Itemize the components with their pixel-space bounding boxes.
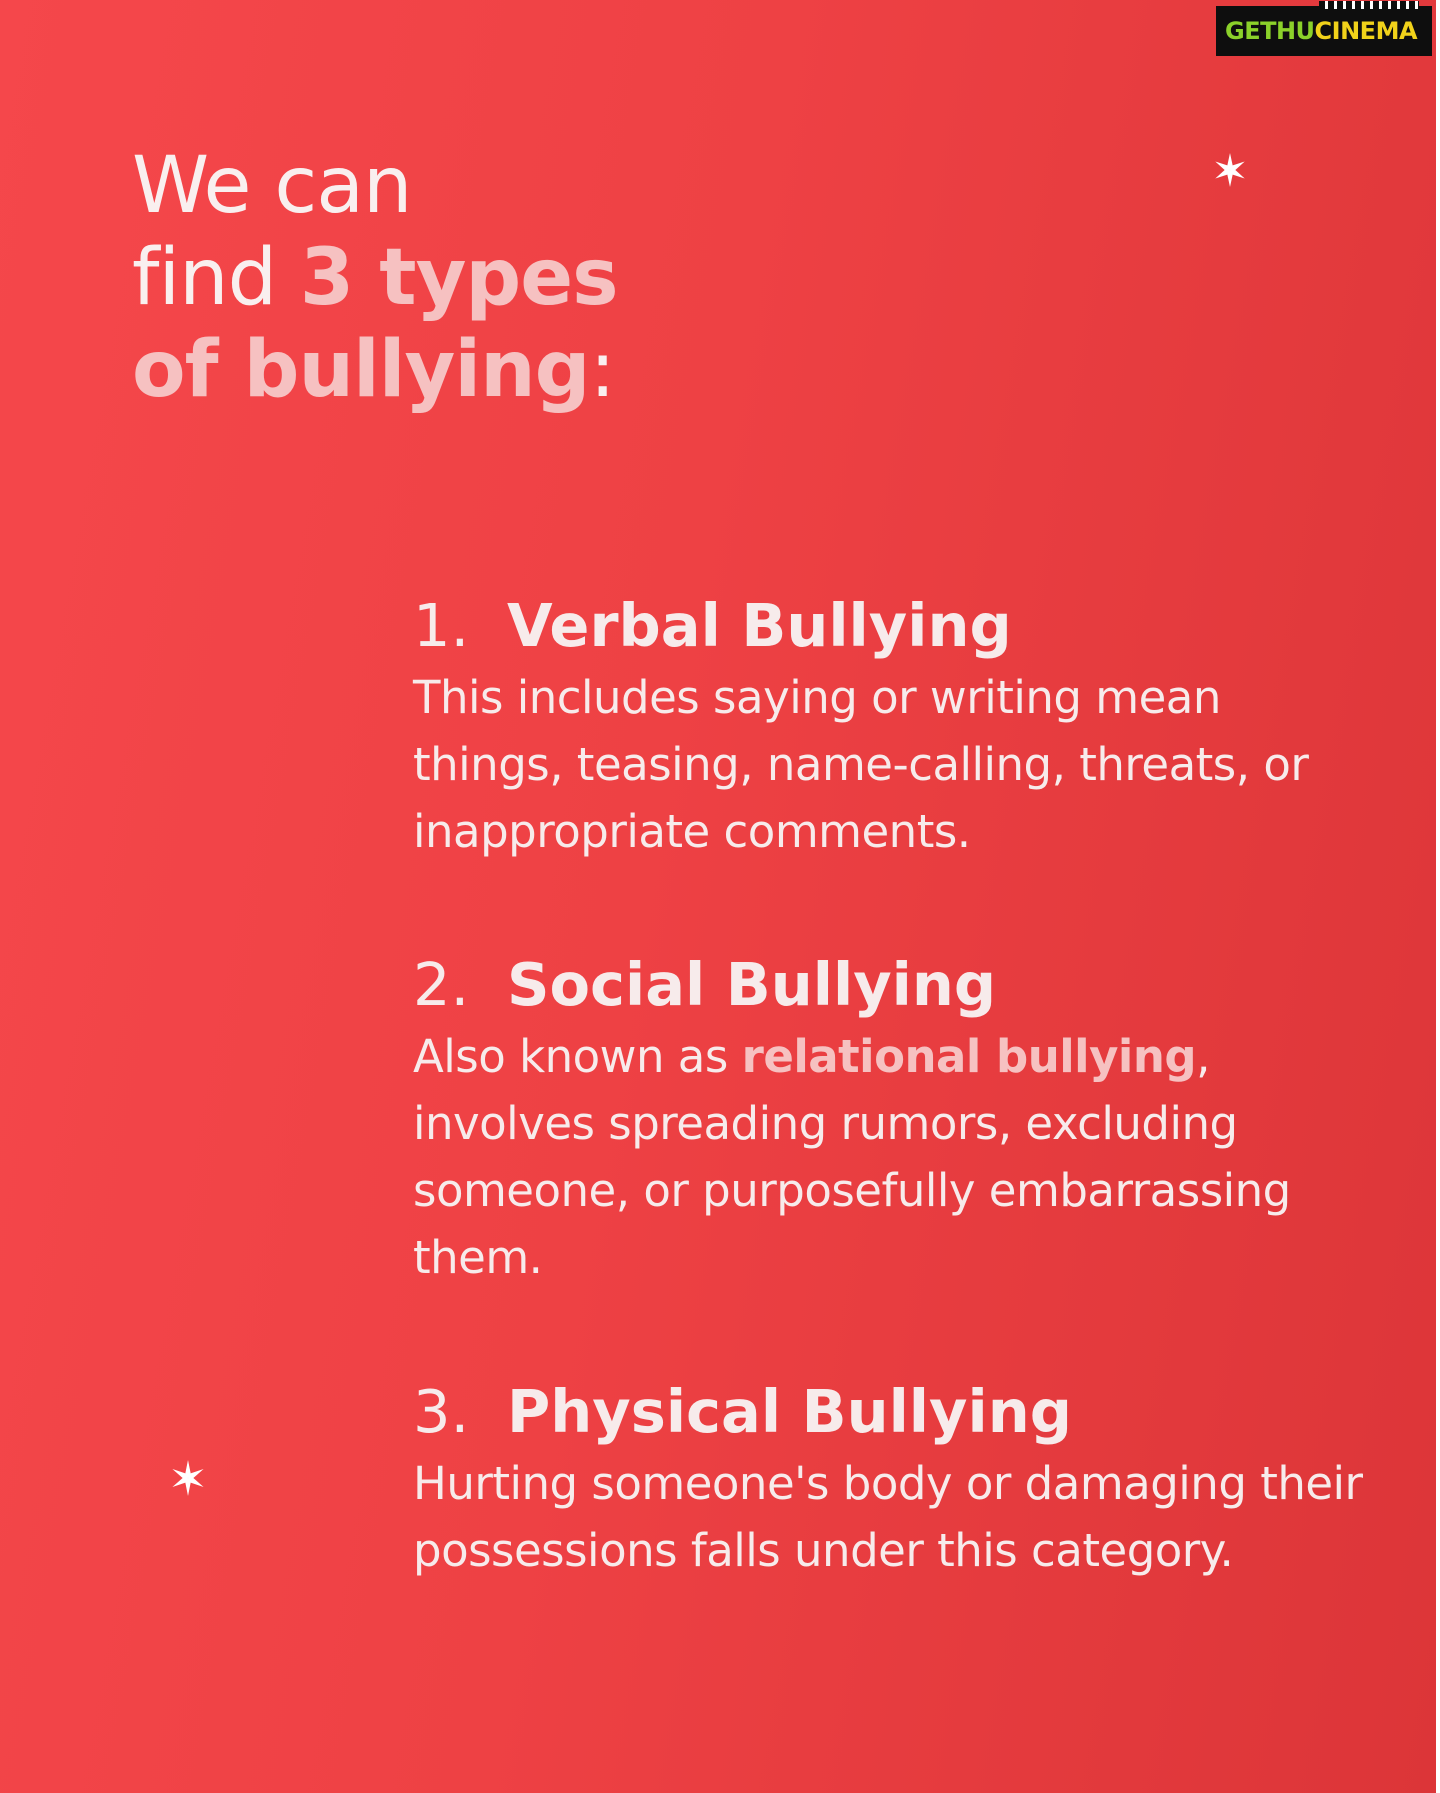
section-title: Verbal Bullying (507, 591, 1012, 660)
title-colon: : (589, 325, 615, 415)
section-verbal-bullying (413, 592, 1373, 865)
title-highlight-bullying: of bullying (132, 325, 590, 415)
watermark-text-part2: CINEMA (1314, 17, 1418, 45)
title-line1: We can (132, 141, 412, 231)
section-number: 3. (413, 1377, 470, 1446)
title-line2-prefix: find (132, 233, 300, 323)
section-heading (413, 1378, 1373, 1446)
section-title: Social Bullying (507, 950, 997, 1019)
sparkle-icon (168, 1458, 208, 1498)
section-description (413, 1023, 1373, 1291)
watermark-text-part1: GETHU (1225, 17, 1315, 45)
page-title (132, 140, 832, 416)
film-strip-icon (1319, 1, 1419, 9)
section-number: 2. (413, 950, 470, 1019)
section-description: Hurting someone's body or damaging their possessions falls under this category. (413, 1457, 1363, 1577)
title-highlight-types: 3 types (299, 233, 618, 323)
frame-edge (1436, 0, 1440, 1793)
description-highlight: relational bullying (741, 1030, 1197, 1083)
section-description: This includes saying or writing mean things, teasing, name-calling, threats, or inappropriate comments. (413, 671, 1309, 858)
description-prefix: Also known as (413, 1030, 742, 1083)
sparkle-icon (1210, 150, 1250, 190)
section-title: Physical Bullying (507, 1377, 1072, 1446)
section-social-bullying (413, 951, 1373, 1291)
section-heading (413, 951, 1373, 1019)
watermark-logo (1216, 6, 1432, 56)
section-heading (413, 592, 1373, 660)
description-suffix: , involves spreading rumors, excluding someone, or purposefully embarrassing them. (413, 1030, 1291, 1284)
section-physical-bullying (413, 1378, 1373, 1584)
section-number: 1. (413, 591, 470, 660)
